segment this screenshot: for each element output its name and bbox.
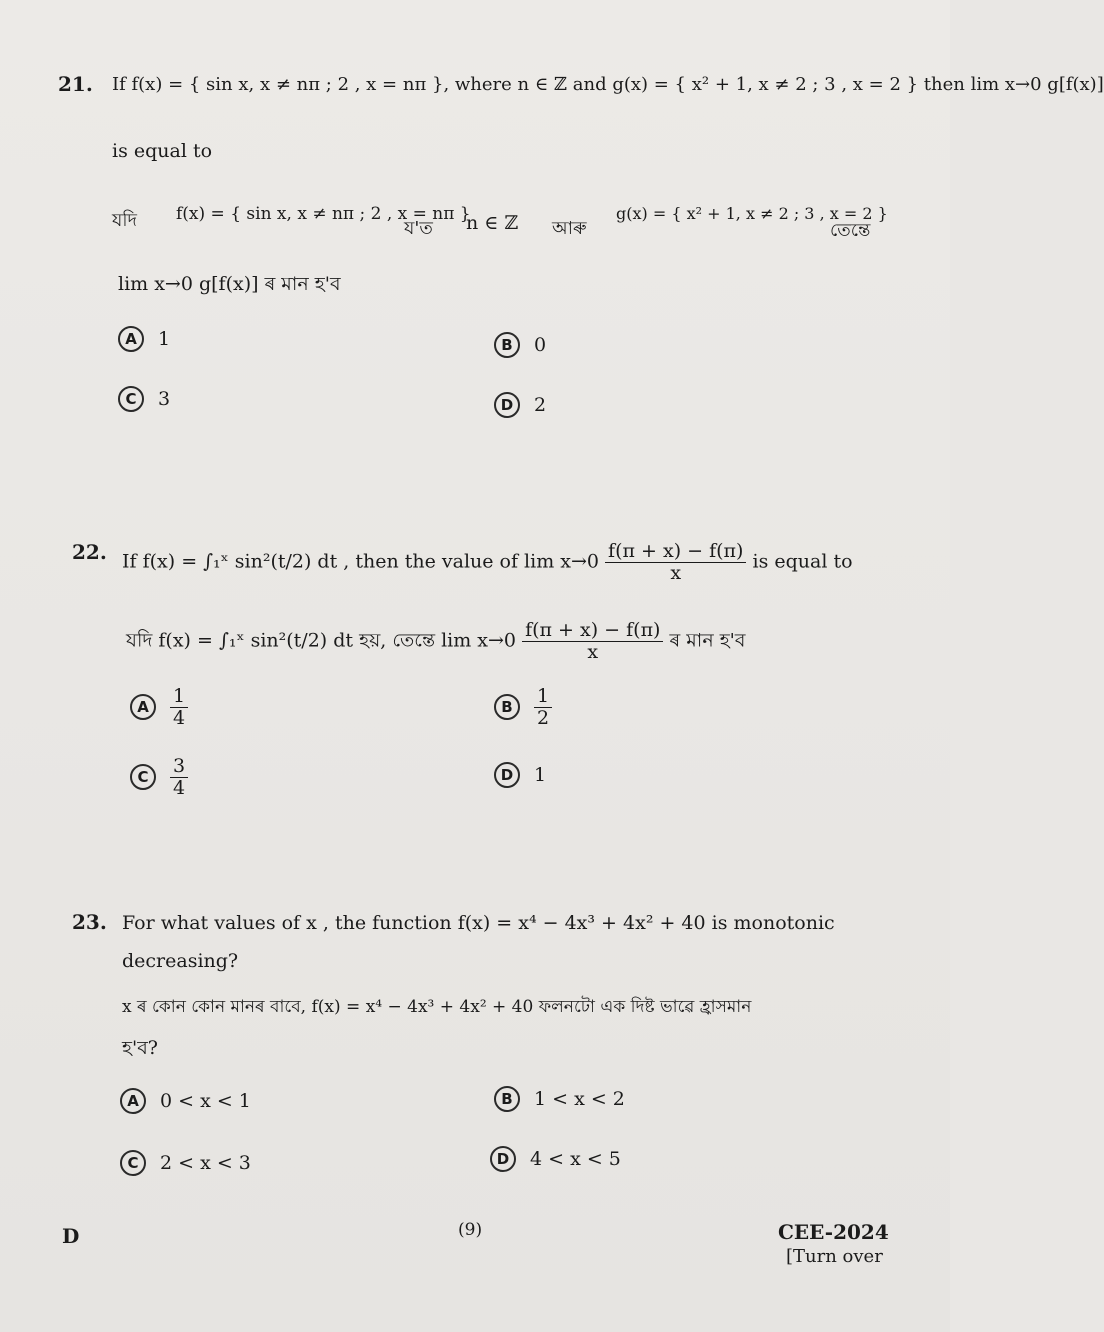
option-bubble[interactable]: A	[118, 326, 144, 352]
question-text-as-cont: হ'ব?	[122, 1037, 158, 1059]
option-bubble[interactable]: C	[118, 386, 144, 412]
fraction-denominator: 2	[537, 706, 550, 729]
turn-over: [Turn over	[786, 1246, 883, 1267]
question-text-en-cont: decreasing?	[122, 950, 239, 972]
option-d[interactable]	[490, 1146, 621, 1172]
option-bubble[interactable]: A	[120, 1088, 146, 1114]
booklet-set: D	[62, 1224, 80, 1248]
fraction-numerator: 1	[170, 686, 188, 708]
option-bubble[interactable]: C	[130, 764, 156, 790]
question-text-en-cont: is equal to	[112, 140, 213, 162]
question-text-as-b: ৰ মান হ'ব	[669, 629, 746, 652]
option-bubble[interactable]: B	[494, 332, 520, 358]
option-a[interactable]	[118, 326, 170, 352]
option-d[interactable]	[494, 762, 546, 788]
fraction-numerator: f(π + x) − f(π)	[605, 541, 746, 563]
option-fraction	[534, 686, 552, 729]
option-bubble[interactable]: D	[494, 762, 520, 788]
fraction-numerator: f(π + x) − f(π)	[522, 620, 663, 642]
option-b[interactable]	[494, 332, 546, 358]
option-text: 0	[534, 334, 547, 356]
question-text-en-b: is equal to	[752, 550, 853, 573]
option-bubble[interactable]: B	[494, 1086, 520, 1112]
fraction-numerator: 1	[534, 686, 552, 708]
option-text: 4 < x < 5	[530, 1148, 621, 1170]
option-bubble[interactable]: B	[494, 694, 520, 720]
fraction-denominator: 4	[173, 706, 186, 729]
question-text-as: x ৰ কোন কোন মানৰ বাবে, f(x) = x⁴ − 4x³ + 4x² + 40 ফলনটো এক দিষ্ট ভাৱে হ্ৰাসমান	[122, 997, 752, 1017]
limit-fraction	[522, 620, 663, 663]
option-fraction	[170, 686, 188, 729]
limit-fraction	[605, 541, 746, 584]
option-text: 2 < x < 3	[160, 1152, 251, 1174]
question-text-en: For what values of x , the function f(x) = x⁴ − 4x³ + 4x² + 40 is monotonic	[122, 912, 835, 934]
option-text: 1	[534, 764, 547, 786]
question-text-as-fx: f(x) = { sin x, x ≠ nπ ; 2 , x = nπ }	[176, 204, 471, 224]
fraction-denominator: 4	[173, 776, 186, 799]
question-text-en-a: If f(x) = ∫₁ˣ sin²(t/2) dt , then the value of lim x→0	[122, 550, 599, 573]
question-text-as-where: য'ত	[404, 218, 433, 239]
option-text: 1	[158, 328, 171, 350]
question-text-as-n: n ∈ ℤ	[466, 212, 519, 234]
question-number: 21.	[58, 72, 93, 96]
question-text-en: If f(x) = { sin x, x ≠ nπ ; 2 , x = nπ }, where n ∈ ℤ and g(x) = { x² + 1, x ≠ 2 ; 3 , x = 2 } then lim x→0 g[f(x)]	[112, 74, 1104, 95]
option-fraction	[170, 756, 188, 799]
option-c[interactable]	[130, 756, 188, 799]
fraction-numerator: 3	[170, 756, 188, 778]
question-text-as-then: তেন্তে	[830, 220, 871, 241]
option-bubble[interactable]: A	[130, 694, 156, 720]
question-text-as	[126, 620, 745, 663]
option-text: 1 < x < 2	[534, 1088, 625, 1110]
option-b[interactable]	[494, 1086, 625, 1112]
exam-code: CEE-2024	[778, 1220, 889, 1244]
option-text: 2	[534, 394, 547, 416]
option-text: 3	[158, 388, 171, 410]
option-d[interactable]	[494, 392, 546, 418]
question-text-as-lead: যদি	[112, 210, 137, 231]
question-number: 22.	[72, 540, 107, 564]
question-number: 23.	[72, 910, 107, 934]
fraction-denominator: x	[587, 640, 599, 663]
question-text-as-a: যদি f(x) = ∫₁ˣ sin²(t/2) dt হয়, তেন্তে lim x→0	[126, 629, 517, 652]
option-text: 0 < x < 1	[160, 1090, 251, 1112]
fraction-denominator: x	[670, 561, 682, 584]
option-bubble[interactable]: C	[120, 1150, 146, 1176]
option-b[interactable]	[494, 686, 552, 729]
option-c[interactable]	[120, 1150, 251, 1176]
option-a[interactable]	[130, 686, 188, 729]
option-a[interactable]	[120, 1088, 251, 1114]
option-c[interactable]	[118, 386, 170, 412]
question-text-as-and: আৰু	[552, 218, 587, 239]
option-bubble[interactable]: D	[490, 1146, 516, 1172]
question-text-en	[122, 541, 853, 584]
question-text-as-cont: lim x→0 g[f(x)] ৰ মান হ'ব	[118, 273, 341, 295]
page-number: (9)	[458, 1220, 483, 1240]
option-bubble[interactable]: D	[494, 392, 520, 418]
question-text-as-gx: g(x) = { x² + 1, x ≠ 2 ; 3 , x = 2 }	[616, 204, 888, 223]
